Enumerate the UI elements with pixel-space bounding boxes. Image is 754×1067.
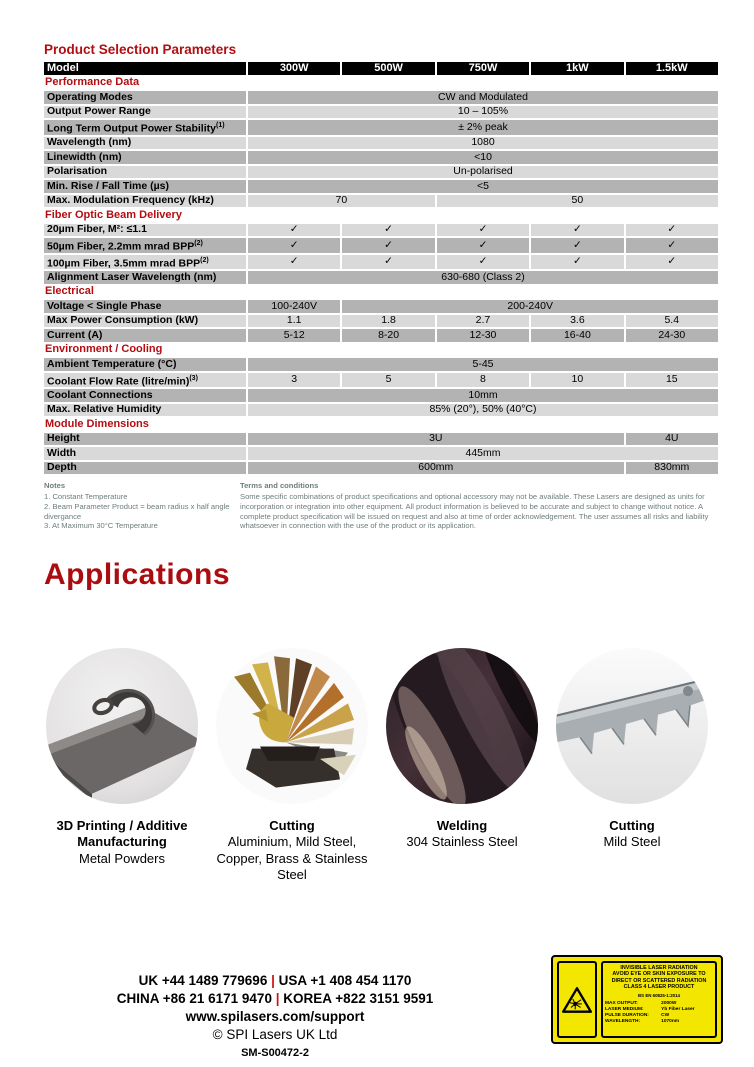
value-cell: ✓ [342, 255, 434, 270]
footer-country-china: CHINA [116, 991, 159, 1006]
value-cell: 8-20 [342, 329, 434, 342]
footer-country-korea: KOREA [283, 991, 332, 1006]
value-cell: ✓ [437, 238, 529, 253]
laser-spec-value: 2000W [661, 1000, 677, 1006]
row-label: 50µm Fiber, 2.2mm mrad BPP$^{(2)}$ [44, 238, 246, 253]
notes-title: Notes [44, 481, 66, 490]
row-label: Height [44, 433, 246, 446]
application-caption [38, 818, 206, 867]
value-cell: 16-40 [531, 329, 623, 342]
footer-phone-line-2 [40, 990, 510, 1008]
value-cell: 10mm [248, 389, 718, 402]
table-row [44, 300, 718, 313]
application-subtitle: Aluminium, Mild Steel, Copper, Brass & Stainless Steel [216, 834, 368, 882]
table-section-row [44, 418, 718, 431]
row-label: Coolant Connections [44, 389, 246, 402]
footer-phone-korea: +822 3151 9591 [335, 991, 434, 1006]
laser-warning-line: DIRECT OR SCATTERED RADIATION [611, 977, 707, 984]
page-title: Product Selection Parameters [44, 42, 237, 57]
row-label-superscript: (1) [215, 122, 225, 129]
table-row [44, 447, 718, 460]
footer-phone-line-1 [40, 972, 510, 990]
value-cell: Un-polarised [248, 166, 718, 179]
table-row [44, 433, 718, 446]
notes-list [44, 492, 236, 531]
footer-separator: | [275, 991, 280, 1006]
laser-spec-value: 1070nm [661, 1019, 680, 1025]
value-cell: 1080 [248, 137, 718, 150]
table-row [44, 91, 718, 104]
laser-standard: BS EN 60825-1:2014 [638, 992, 680, 998]
row-label: Operating Modes [44, 91, 246, 104]
serrated-steel-blade-photo [556, 648, 708, 804]
row-label: Long Term Output Power Stability$^{(1)}$ [44, 120, 246, 135]
table-row [44, 389, 718, 402]
value-cell: ✓ [248, 255, 340, 270]
table-row [44, 120, 718, 135]
laser-warning-label [551, 955, 723, 1044]
laser-warning-line: AVOID EYE OR SKIN EXPOSURE TO [612, 971, 706, 978]
row-label: Depth [44, 462, 246, 475]
note-item: 3. At Maximum 30°C Temperature [44, 521, 158, 531]
value-cell: ✓ [342, 238, 434, 253]
row-label: Max Power Consumption (kW) [44, 315, 246, 328]
row-label: Coolant Flow Rate (litre/min)$^{(3)}$ [44, 373, 246, 388]
row-label: Max. Relative Humidity [44, 404, 246, 417]
value-cell: ✓ [531, 224, 623, 237]
table-section-row [44, 209, 718, 222]
section-title: Environment / Cooling [44, 344, 718, 357]
table-row [44, 151, 718, 164]
table-row [44, 137, 718, 150]
application-title: Cutting [269, 818, 315, 833]
table-row [44, 255, 718, 270]
3d-printed-metal-part-photo [46, 648, 198, 804]
applications-title: Applications [44, 558, 231, 591]
value-cell: <10 [248, 151, 718, 164]
row-label: Current (A) [44, 329, 246, 342]
value-cell: 4U [626, 433, 718, 446]
application-item-3d-printing [37, 648, 207, 883]
row-label-superscript: (2) [200, 256, 209, 264]
application-item-cutting-mixed [207, 648, 377, 883]
value-cell: ✓ [531, 238, 623, 253]
value-cell: ✓ [248, 238, 340, 253]
value-cell: 15 [626, 373, 718, 388]
table-row [44, 271, 718, 284]
footer-doc-number: SM-S00472-2 [241, 1047, 309, 1059]
table-row [44, 224, 718, 237]
value-cell: 830mm [626, 462, 718, 475]
table-row [44, 106, 718, 119]
table-row [44, 373, 718, 388]
row-label: Wavelength (nm) [44, 137, 246, 150]
terms-body: Some specific combinations of product specifications and optional accessory may not be available. These Lasers are designed as units for incorporation or integration into other equipment. All product information is believed to be accurate and subject to change without notice. A complete product specification will be issued on request and also at time of order acknowledgement. The user assumes all risks and liability whatsoever in connection with the use of the product or its application. [240, 491, 709, 531]
value-cell: ✓ [342, 224, 434, 237]
value-cell: 200-240V [342, 300, 718, 313]
row-label: Output Power Range [44, 106, 246, 119]
laser-spec-key: WAVELENGTH: [605, 1019, 641, 1025]
column-header-500W: 500W [342, 62, 434, 75]
value-cell: 5-45 [248, 358, 718, 371]
laser-warning-icon-box [557, 961, 597, 1038]
value-cell: ✓ [531, 255, 623, 270]
column-header-300W: 300W [248, 62, 340, 75]
laser-cut-metal-eagle-photo [216, 648, 368, 804]
application-item-cutting-mild-steel [547, 648, 717, 883]
laser-spec-rows [605, 1001, 713, 1026]
value-cell: ✓ [626, 224, 718, 237]
row-label: Width [44, 447, 246, 460]
value-cell: 10 [531, 373, 623, 388]
value-cell: 5 [342, 373, 434, 388]
value-cell: 85% (20°), 50% (40°C) [248, 404, 718, 417]
table-row [44, 180, 718, 193]
value-cell: ✓ [437, 224, 529, 237]
section-title: Electrical [44, 286, 718, 299]
laser-spec-key: PULSE DURATION: [605, 1013, 649, 1019]
value-cell: 5-12 [248, 329, 340, 342]
row-label: Alignment Laser Wavelength (nm) [44, 271, 246, 284]
table-row [44, 404, 718, 417]
column-header-1.5kW: 1.5kW [626, 62, 718, 75]
table-section-row [44, 286, 718, 299]
footer-contact-block [40, 972, 510, 1062]
value-cell: 12-30 [437, 329, 529, 342]
value-cell: 5.4 [626, 315, 718, 328]
footer-copyright: © SPI Lasers UK Ltd [212, 1027, 338, 1042]
footer-country-uk: UK [138, 973, 159, 988]
row-label: Voltage < Single Phase [44, 300, 246, 313]
application-caption [548, 818, 716, 851]
row-label: Min. Rise / Fall Time (µs) [44, 180, 246, 193]
laser-warning-line: CLASS 4 LASER PRODUCT [623, 984, 695, 991]
value-cell: 10 – 105% [248, 106, 718, 119]
notes-block [44, 481, 236, 531]
laser-warning-text-box [601, 961, 717, 1038]
application-caption [378, 818, 546, 851]
footer-phone-china: +86 21 6171 9470 [162, 991, 272, 1006]
footer-country-usa: USA [278, 973, 307, 988]
table-row [44, 329, 718, 342]
column-header-750W: 750W [437, 62, 529, 75]
value-cell: <5 [248, 180, 718, 193]
application-subtitle: Mild Steel [603, 834, 661, 850]
applications-grid [37, 648, 717, 883]
value-cell: 24-30 [626, 329, 718, 342]
row-label: Polarisation [44, 166, 246, 179]
table-row [44, 195, 718, 208]
application-subtitle: 304 Stainless Steel [406, 834, 518, 850]
value-cell: ✓ [626, 255, 718, 270]
value-cell: 1.1 [248, 315, 340, 328]
value-cell: ✓ [437, 255, 529, 270]
value-cell: 600mm [248, 462, 624, 475]
table-header-row [44, 62, 718, 75]
row-label: 20µm Fiber, M²: ≤1.1 [44, 224, 246, 237]
application-subtitle: Metal Powders [79, 850, 165, 866]
value-cell: ± 2% peak [248, 120, 718, 135]
column-header-model: Model [44, 62, 246, 75]
footer-phone-usa: +1 408 454 1170 [310, 973, 412, 988]
application-title: Cutting [609, 818, 655, 833]
value-cell: 1.8 [342, 315, 434, 328]
laser-spec-key: LASER MEDIUM: [605, 1006, 644, 1012]
application-title: 3D Printing / Additive Manufacturing [56, 818, 188, 850]
table-row [44, 238, 718, 253]
section-title: Fiber Optic Beam Delivery [44, 209, 718, 222]
footer-separator: | [271, 973, 275, 988]
laser-warning-lines [605, 965, 713, 991]
value-cell: 630-680 (Class 2) [248, 271, 718, 284]
row-label-superscript: (2) [194, 240, 203, 247]
value-cell: 50 [437, 195, 718, 208]
value-cell: 70 [248, 195, 435, 208]
laser-spec-value: CW [661, 1013, 670, 1019]
table-row [44, 358, 718, 371]
row-label: 100µm Fiber, 3.5mm mrad BPP$^{(2)}$ [44, 255, 246, 270]
table-row [44, 166, 718, 179]
laser-spec-row [605, 1019, 713, 1025]
laser-hazard-triangle-icon [562, 986, 592, 1014]
weld-seam-closeup-photo [386, 648, 538, 804]
row-label: Ambient Temperature (°C) [44, 358, 246, 371]
table-section-row [44, 77, 718, 90]
spec-table [42, 60, 720, 476]
column-header-1kW: 1kW [531, 62, 623, 75]
value-cell: 445mm [248, 447, 718, 460]
value-cell: CW and Modulated [248, 91, 718, 104]
value-cell: 3U [248, 433, 624, 446]
row-label: Max. Modulation Frequency (kHz) [44, 195, 246, 208]
application-item-welding [377, 648, 547, 883]
table-section-row [44, 344, 718, 357]
terms-title: Terms and conditions [240, 481, 319, 490]
value-cell: 100-240V [248, 300, 340, 313]
value-cell: ✓ [248, 224, 340, 237]
row-label-superscript: (3) [189, 374, 198, 382]
note-item: 1. Constant Temperature [44, 491, 128, 501]
value-cell: ✓ [626, 238, 718, 253]
section-title: Performance Data [44, 77, 718, 90]
laser-spec-value: Yb Fiber Laser [661, 1006, 695, 1012]
footer-phone-uk: +44 1489 779696 [161, 973, 268, 988]
laser-spec-key: MAX OUTPUT: [605, 1000, 638, 1006]
value-cell: 3 [248, 373, 340, 388]
table-row [44, 315, 718, 328]
spec-table-body [44, 62, 718, 474]
application-title: Welding [436, 818, 488, 833]
value-cell: 8 [437, 373, 529, 388]
row-label: Linewidth (nm) [44, 151, 246, 164]
footer-website: www.spilasers.com/support [185, 1009, 365, 1024]
note-item: 2. Beam Parameter Product = beam radius x half angle divergance [44, 501, 230, 521]
terms-block [240, 481, 718, 531]
value-cell: 2.7 [437, 315, 529, 328]
section-title: Module Dimensions [44, 418, 718, 431]
laser-warning-line: INVISIBLE LASER RADIATION [620, 965, 698, 971]
table-row [44, 462, 718, 475]
value-cell: 3.6 [531, 315, 623, 328]
application-caption [208, 818, 376, 883]
